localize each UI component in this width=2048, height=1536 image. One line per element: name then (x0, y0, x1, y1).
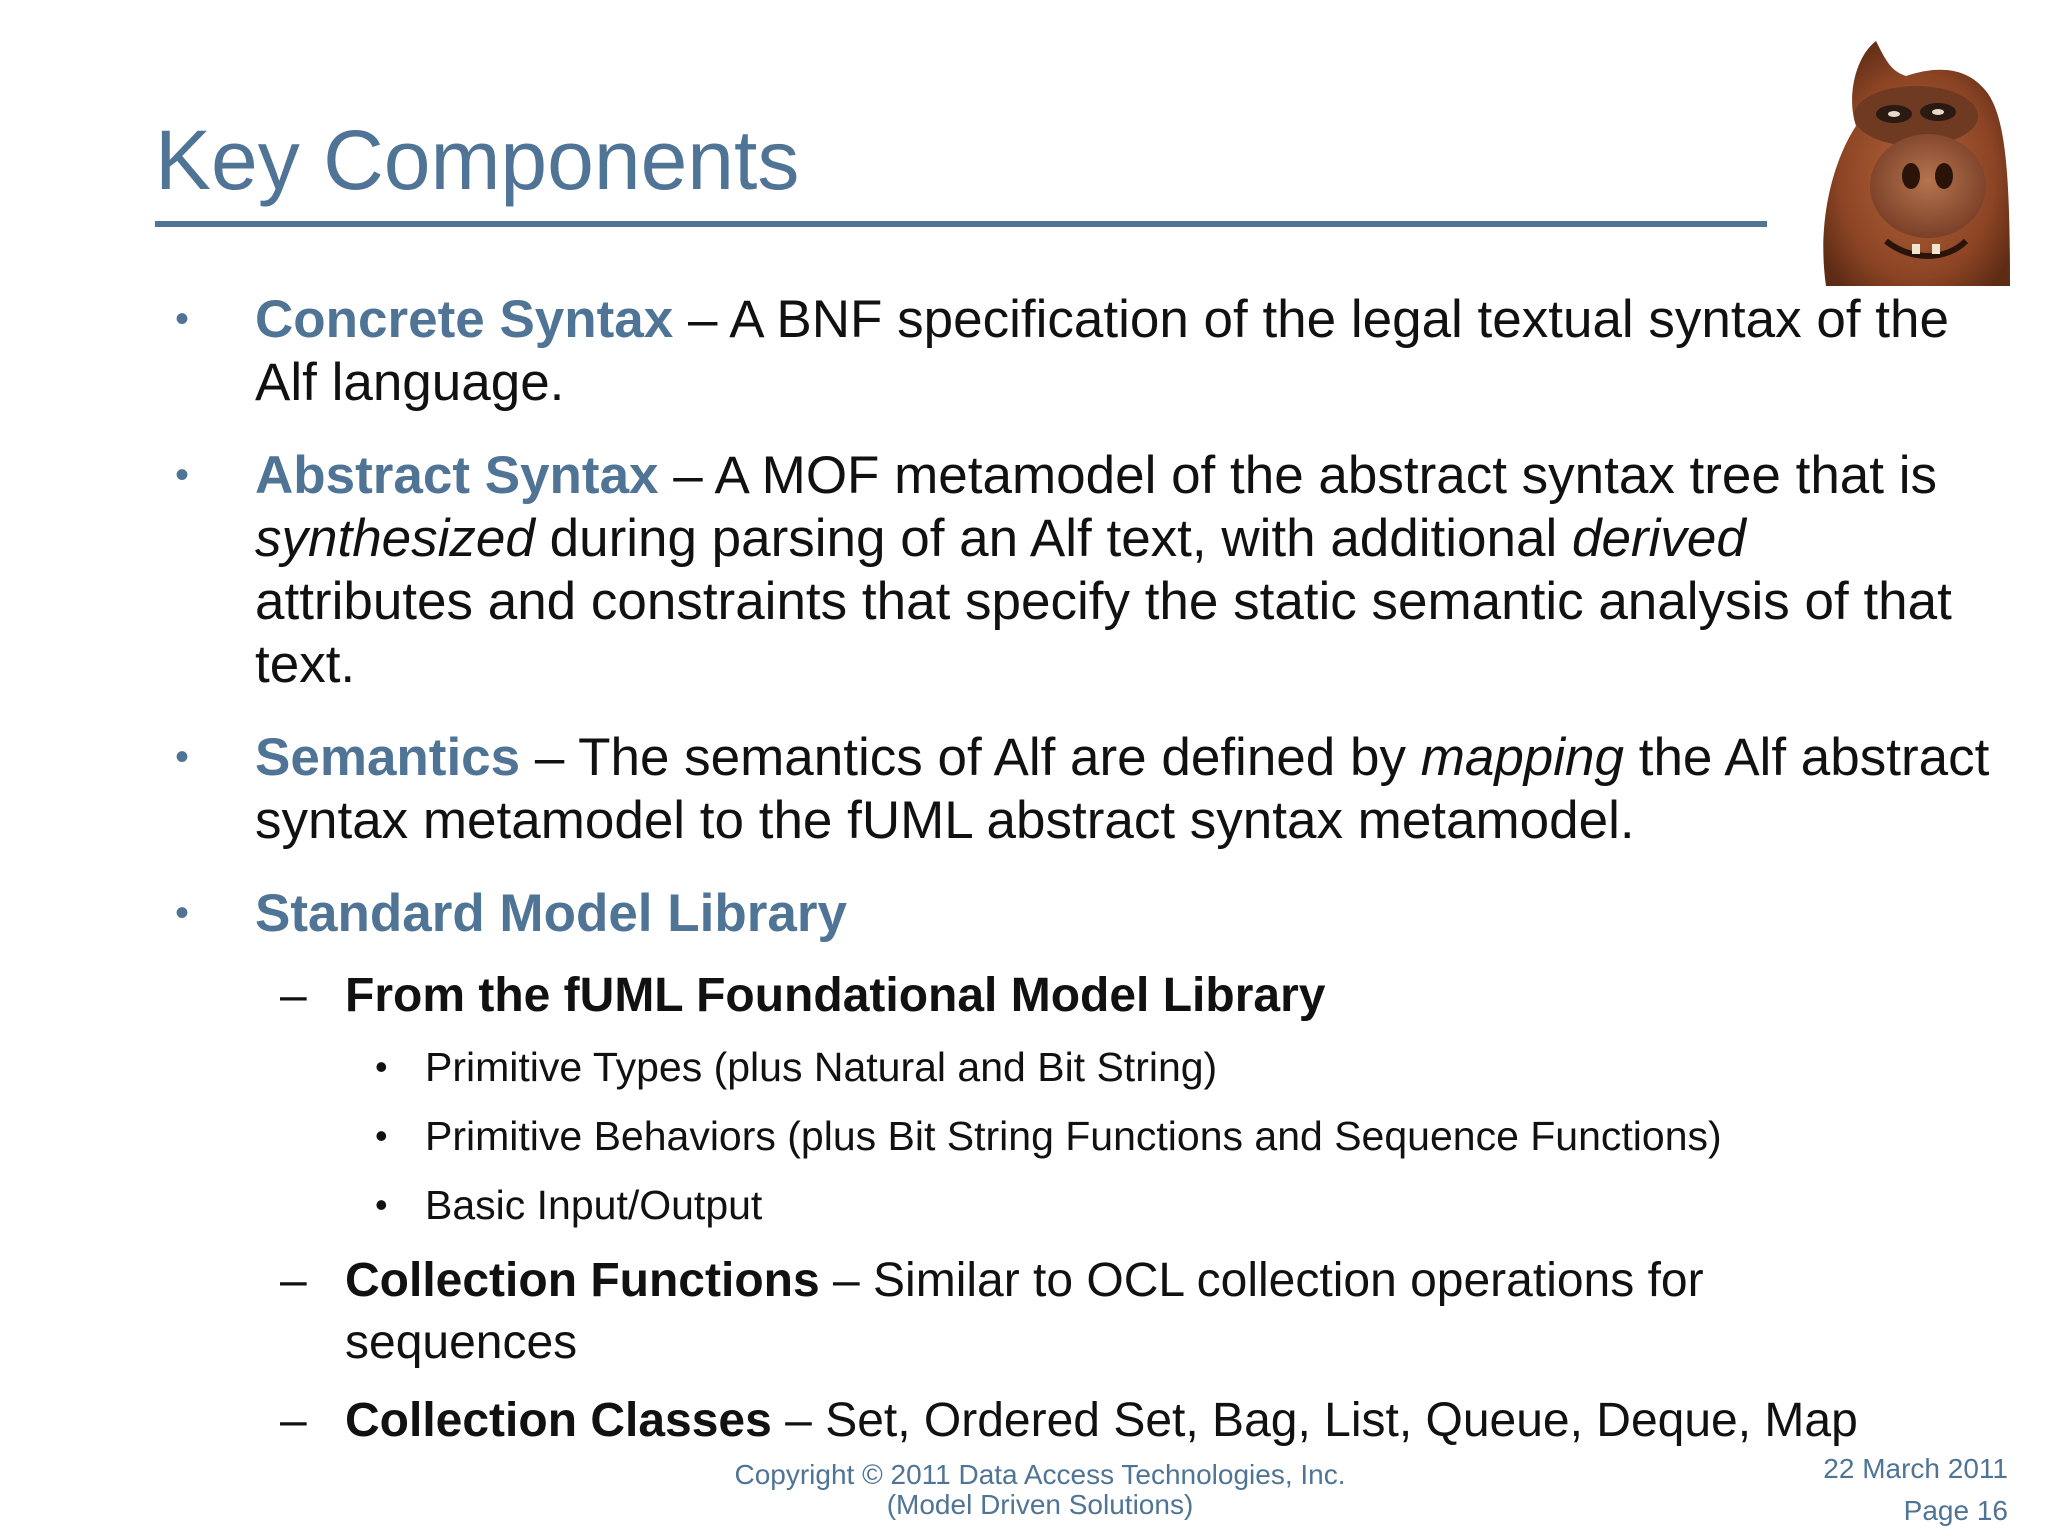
dash-mark: – (280, 969, 307, 1022)
term-semantics: Semantics (255, 728, 521, 787)
bullet-mark: • (375, 1046, 388, 1087)
library-item-primitive-types (375, 1042, 1985, 1092)
slide-title: Key Components (155, 113, 800, 207)
semantics-text-1: – The semantics of Alf are defined by (520, 728, 1421, 787)
bullet-concrete-syntax (175, 288, 1975, 414)
alf-portrait-image (1816, 36, 2010, 286)
concrete-syntax-description: – A BNF specification of the legal textual syntax of the Alf language. (255, 290, 1949, 412)
copyright-line-2: (Model Driven Solutions) (886, 1489, 1194, 1520)
abstract-syntax-text-3: attributes and constraints that specify the static semantic analysis of that text. (255, 572, 1952, 694)
footer-page-number: Page 16 (1903, 1495, 2008, 1526)
title-underline (155, 221, 1767, 227)
term-abstract-syntax: Abstract Syntax (255, 446, 659, 505)
semantics-text-2: the Alf abstract syntax metamodel to the fUML abstract syntax metamodel. (255, 728, 1990, 850)
bullet-mark: • (175, 297, 190, 341)
semantics-emphasis-mapping: mapping (1420, 728, 1624, 787)
sub-from-fuml (280, 965, 1945, 1027)
footer-date: 22 March 2011 (1823, 1453, 2008, 1484)
term-concrete-syntax: Concrete Syntax (255, 290, 674, 349)
bullet-mark: • (175, 891, 190, 935)
library-item-primitive-behaviors (375, 1111, 2005, 1161)
abstract-syntax-text-2: during parsing of an Alf text, with additional (534, 509, 1572, 568)
from-fuml-label: From the fUML Foundational Model Library (345, 969, 1326, 1022)
bullet-mark: • (175, 735, 190, 779)
collection-classes-description: – Set, Ordered Set, Bag, List, Queue, Deque, Map (771, 1394, 1858, 1447)
library-item-label: Basic Input/Output (425, 1182, 763, 1228)
bullet-mark: • (375, 1115, 388, 1156)
collection-classes-term: Collection Classes (345, 1394, 772, 1447)
abstract-syntax-emphasis-synthesized: synthesized (255, 509, 535, 568)
bullet-standard-model-library (175, 882, 1955, 945)
bullet-mark: • (375, 1184, 388, 1225)
bullet-abstract-syntax (175, 444, 1955, 696)
library-item-label: Primitive Behaviors (plus Bit String Functions and Sequence Functions) (425, 1113, 1722, 1159)
dash-mark: – (280, 1394, 307, 1447)
copyright-line-1: Copyright © 2011 Data Access Technologies, Inc. (734, 1459, 1346, 1490)
abstract-syntax-emphasis-derived: derived (1571, 509, 1746, 568)
term-standard-model-library: Standard Model Library (255, 884, 847, 943)
collection-functions-term: Collection Functions (345, 1254, 820, 1307)
library-item-basic-io (375, 1180, 1985, 1230)
dash-mark: – (280, 1254, 307, 1307)
sub-collection-classes (280, 1390, 2015, 1452)
footer-copyright (720, 1460, 1360, 1520)
library-item-label: Primitive Types (plus Natural and Bit String) (425, 1044, 1218, 1090)
collection-functions-description: – Similar to OCL collection operations for sequences (345, 1254, 1704, 1369)
bullet-semantics (175, 726, 2015, 852)
bullet-mark: • (175, 453, 190, 497)
footer-date-page (1823, 1448, 2008, 1532)
sub-collection-functions (280, 1250, 1835, 1374)
abstract-syntax-text-1: – A MOF metamodel of the abstract syntax tree that is (658, 446, 1938, 505)
